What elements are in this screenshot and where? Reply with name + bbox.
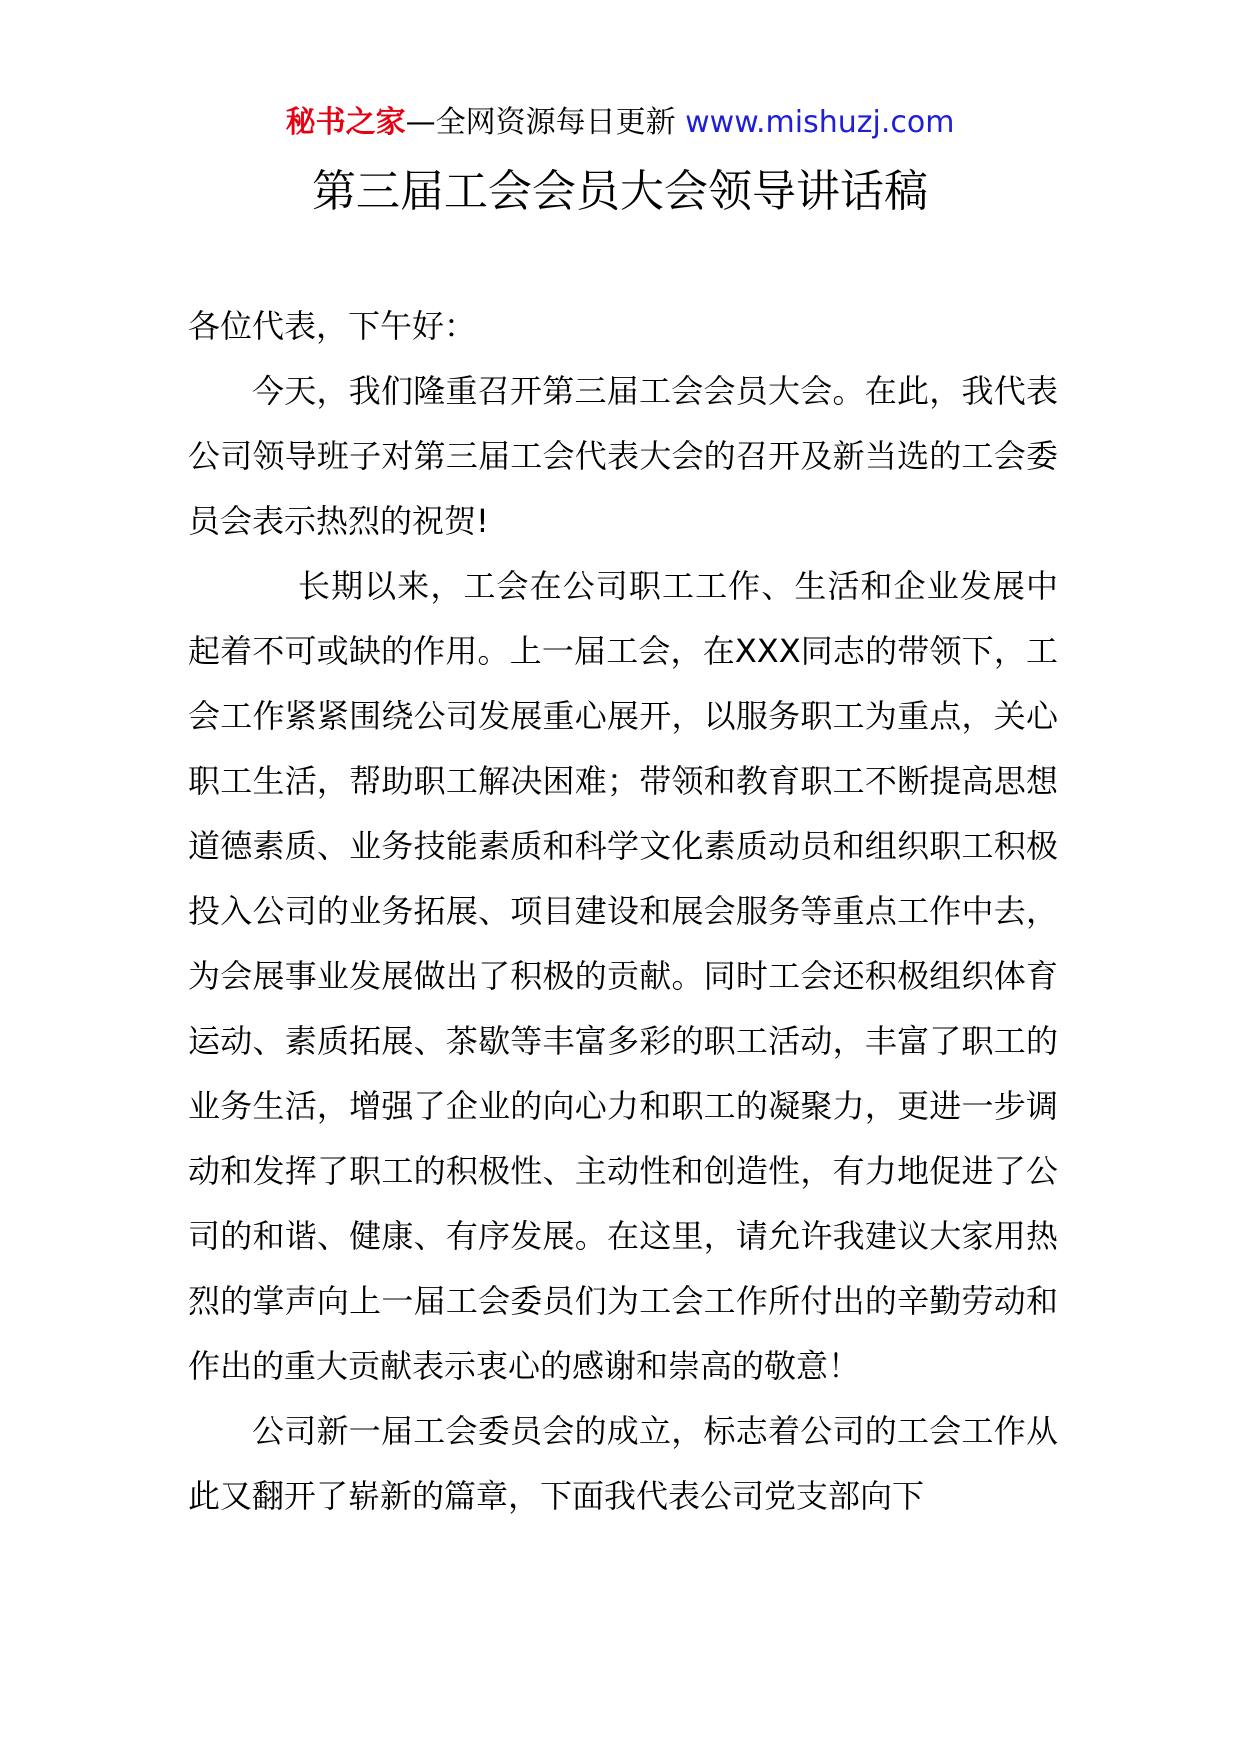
document-title: 第三届工会会员大会领导讲话稿 <box>312 166 928 217</box>
brand-name: 秘书之家 <box>285 105 406 140</box>
paragraph: 公司新一届工会委员会的成立，标志着公司的工会工作从此又翻开了崭新的篇章，下面我代表公司党支部向下 <box>188 1412 1058 1515</box>
site-url-link[interactable]: www.mishuzj.com <box>685 105 955 140</box>
salutation: 各位代表，下午好： <box>188 307 477 345</box>
site-tagline: —全网资源每日更新 <box>405 105 676 140</box>
document-body <box>188 294 1058 1529</box>
paragraph: 今天，我们隆重召开第三届工会会员大会。在此，我代表公司领导班子对第三届工会代表大会的召开及新当选的工会委员会表示热烈的祝贺! <box>188 372 1058 540</box>
paragraph: 长期以来，工会在公司职工工作、生活和企业发展中起着不可或缺的作用。上一届工会，在XXX同志的带领下，工会工作紧紧围绕公司发展重心展开，以服务职工为重点，关心职工生活，帮助职工解决困难；带领和教育职工不断提高思想道德素质、业务技能素质和科学文化素质动员和组织职工积极投入公司的业务拓展、项目建设和展会服务等重点工作中去，为会展事业发展做出了积极的贡献。同时工会还积极组织体育运动、素质拓展、茶歇等丰富多彩的职工活动，丰富了职工的业务生活，增强了企业的向心力和职工的凝聚力，更进一步调动和发挥了职工的积极性、主动性和创造性，有力地促进了公司的和谐、健康、有序发展。在这里，请允许我建议大家用热烈的掌声向上一届工会委员们为工会工作所付出的辛勤劳动和作出的重大贡献表示衷心的感谢和崇高的敬意！ <box>188 567 1058 1385</box>
site-header <box>0 100 1240 146</box>
